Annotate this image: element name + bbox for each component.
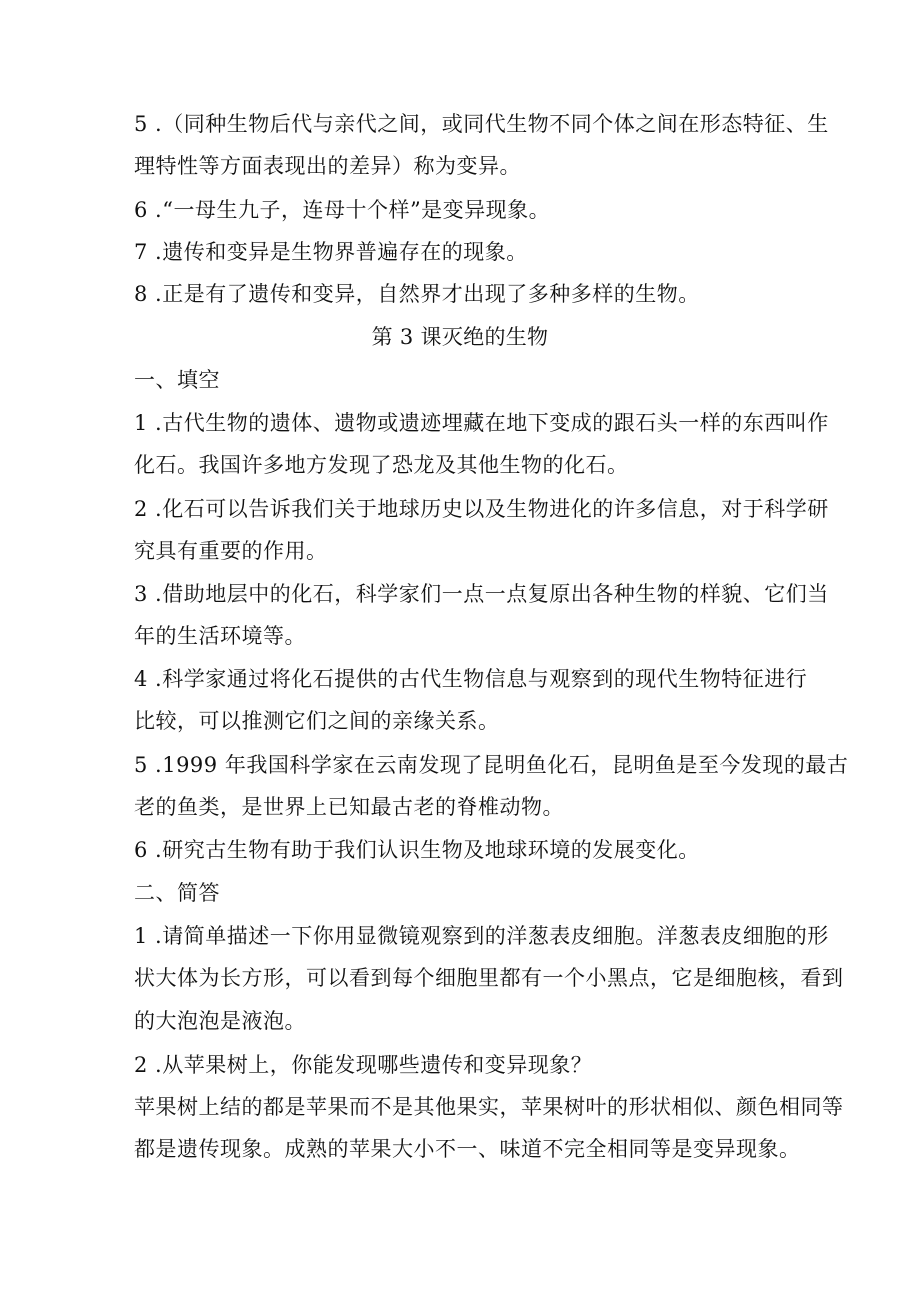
fill-item-4-line-1: 4 .科学家通过将化石提供的古代生物信息与观察到的现代生物特征进行: [134, 667, 808, 691]
item-7: 7 .遗传和变异是生物界普遍存在的现象。: [134, 240, 528, 264]
lesson-title: 第 3 课灭绝的生物: [371, 325, 549, 349]
answer-item-1-line-1: 1 .请简单描述一下你用显微镜观察到的洋葱表皮细胞。洋葱表皮细胞的形: [134, 924, 829, 948]
answer-item-1-line-3: 的大泡泡是液泡。: [134, 1009, 306, 1033]
item-6: 6 .“一母生九子，连母十个样”是变异现象。: [134, 198, 551, 222]
answer-item-2-question: 2 .从苹果树上，你能发现哪些遗传和变异现象？: [134, 1053, 593, 1077]
fill-item-2-line-1: 2 .化石可以告诉我们关于地球历史以及生物进化的许多信息，对于科学研: [134, 497, 829, 521]
fill-item-1-line-1: 1 .古代生物的遗体、遗物或遗迹埋藏在地下变成的跟石头一样的东西叫作: [134, 411, 829, 435]
answer-item-2-line-2: 苹果树上结的都是苹果而不是其他果实，苹果树叶的形状相似、颜色相同等: [134, 1095, 844, 1119]
fill-item-3-line-2: 年的生活环境等。: [134, 624, 306, 648]
item-8: 8 .正是有了遗传和变异，自然界才出现了多种多样的生物。: [134, 282, 700, 306]
fill-item-5-line-1: 5 .1999 年我国科学家在云南发现了昆明鱼化石，昆明鱼是至今发现的最古: [134, 753, 849, 777]
item-5-line-1: 5 .（同种生物后代与亲代之间，或同代生物不同个体之间在形态特征、生: [134, 112, 829, 136]
fill-item-1-line-2: 化石。我国许多地方发现了恐龙及其他生物的化石。: [134, 453, 629, 477]
answer-item-2-line-3: 都是遗传现象。成熟的苹果大小不一、味道不完全相同等是变异现象。: [134, 1137, 801, 1161]
answer-item-1-line-2: 状大体为长方形，可以看到每个细胞里都有一个小黑点，它是细胞核，看到: [134, 966, 844, 990]
section-heading-short-answer: 二、简答: [134, 881, 220, 905]
fill-item-2-line-2: 究具有重要的作用。: [134, 539, 328, 563]
item-5-line-2: 理特性等方面表现出的差异）称为变异。: [134, 154, 521, 178]
section-heading-fill-blank: 一、填空: [134, 368, 220, 392]
fill-item-6: 6 .研究古生物有助于我们认识生物及地球环境的发展变化。: [134, 838, 700, 862]
fill-item-4-line-2: 比较，可以推测它们之间的亲缘关系。: [134, 709, 500, 733]
fill-item-5-line-2: 老的鱼类，是世界上已知最古老的脊椎动物。: [134, 795, 564, 819]
fill-item-3-line-1: 3 .借助地层中的化石，科学家们一点一点复原出各种生物的样貌、它们当: [134, 582, 829, 606]
